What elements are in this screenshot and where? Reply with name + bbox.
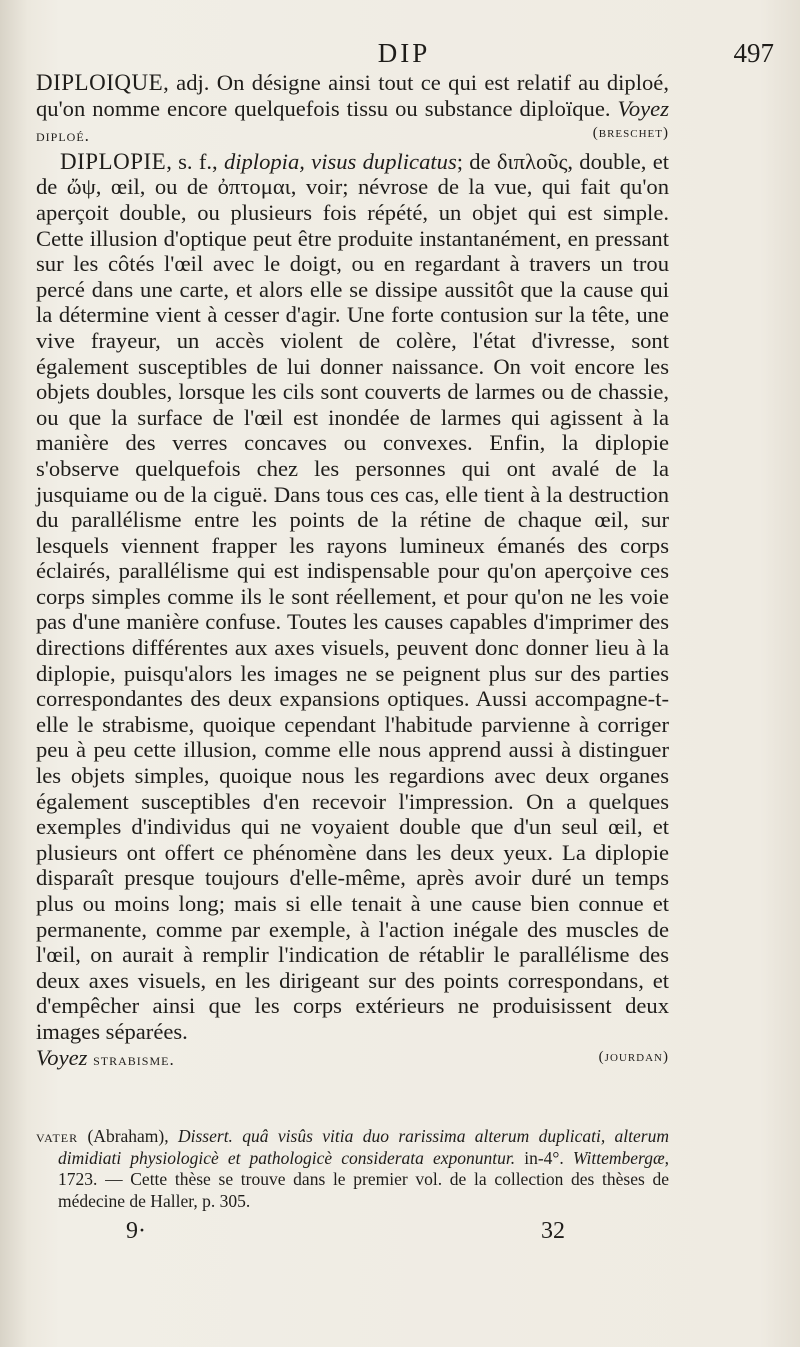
headword-diplopie: DIPLOPIE [60, 148, 167, 174]
bib-title: Dissert. quâ visûs vitia duo rarissima alterum duplicati, alterum dimidiati physiologicè et pathologicè considerata exponuntur. [58, 1126, 669, 1168]
diploique-author: (breschet) [592, 125, 669, 142]
main-text [36, 70, 669, 1072]
diplopie-text: ; de διπλοῦς, double, et de ὤψ, œil, ou de ὀπτομαι, voir; névrose de la vue, qui fait qu'on aperçoit double, ou plusieurs fois répété, un objet qui est simple. Cette illusion d'optique peut être produite instantanément, en pressant sur les côtés l'œil avec le doigt, ou en regardant à travers un trou percé dans une carte, et alors elle se dissipe aussitôt que la cause qui la détermine vient à cesser d'agir. Une forte contusion sur la tête, une vive frayeur, un accès violent de colère, l'état d'ivresse, sont également susceptibles de lui donner naissance. On voit encore les objets doubles, lorsque les cils sont couverts de larmes ou de chassie, ou que la surface de l'œil est inondée de larmes qui agissent à la manière des verres concaves ou convexes. Enfin, la diplopie s'observe quelquefois chez les personnes qui ont avalé de la jusquiame ou de la ciguë. Dans tous ces cas, elle tient à la destruction du parallélisme entre les points de la rétine de chaque œil, sur lesquels viennent frapper les rayons lumineux émanés des corps éclairés, parallélisme qui est indispensable pour qu'on aperçoive ces corps simples comme ils le sont réellement, et pour qu'on ne les voie pas d'une manière confuse. Toutes les causes capables d'imprimer des directions différentes aux axes visuels, peuvent donc donner lieu à la diplopie, puisqu'alors les images ne se peignent plus sur des parties correspondantes des deux expansions optiques. Aussi accompagne-t-elle le strabisme, quoique cependant l'habitude parvienne à corriger peu à peu cette illusion, comme elle nous apprend aussi à distinguer les objets simples, quoique nous les regardions avec deux organes également susceptibles d'en recevoir l'impression. On a quelques exemples d'individus qui ne voyaient double que d'un seul œil, et plusieurs ont offert ce phénomène dans les deux yeux. La diplopie disparaît presque toujours d'elle-même, après avoir duré un temps plus ou moins long; mais si elle tenait à une cause bien connue et permanente, comme par exemple, à l'action inégale des muscles de l'œil, on aurait à remplir l'indication de rétablir le parallélisme des deux axes visuels, en les dirigeant sur des points correspondans, et d'empêcher ainsi que les corps extérieurs ne produisissent deux images séparées. [36, 148, 670, 1044]
diplopie-crossref: strabisme. [93, 1049, 175, 1069]
entry-diplopie [36, 149, 669, 1045]
diploique-crossref: diploé. [36, 126, 90, 146]
entry-diploique [36, 70, 669, 149]
headword-diploique: DIPLOIQUE [36, 70, 164, 95]
gathering-number: 32 [541, 1218, 565, 1244]
diploique-text: , adj. On désigne ainsi tout ce qui est relatif au diploé, qu'on nomme encore quelquefois tissu ou substance diploïque. [36, 70, 669, 121]
signature-mark: 9· [126, 1218, 146, 1244]
diploique-voyez: Voyez [617, 95, 669, 121]
diplopie-crossref-line [36, 1045, 669, 1073]
bib-details1: in-4°. [515, 1147, 573, 1168]
diplopie-latin: diplopia, visus duplicatus [223, 148, 457, 174]
bibliography-entry [36, 1126, 669, 1212]
bib-given: (Abraham), [78, 1126, 178, 1146]
running-head: DIP [377, 38, 431, 68]
bib-place: Wittembergæ [572, 1147, 665, 1168]
page-number: 497 [733, 38, 774, 68]
bibliography [36, 1126, 669, 1212]
bib-details2: , 1723. — Cette thèse se trouve dans le premier vol. de la collection des thèses de médecine de Haller, p. 305. [58, 1147, 669, 1211]
bib-author: vater [36, 1127, 79, 1146]
diplopie-voyez: Voyez [36, 1044, 88, 1070]
diplopie-pos: , s. f., [166, 148, 224, 174]
diplopie-author: (jourdan) [598, 1048, 669, 1065]
